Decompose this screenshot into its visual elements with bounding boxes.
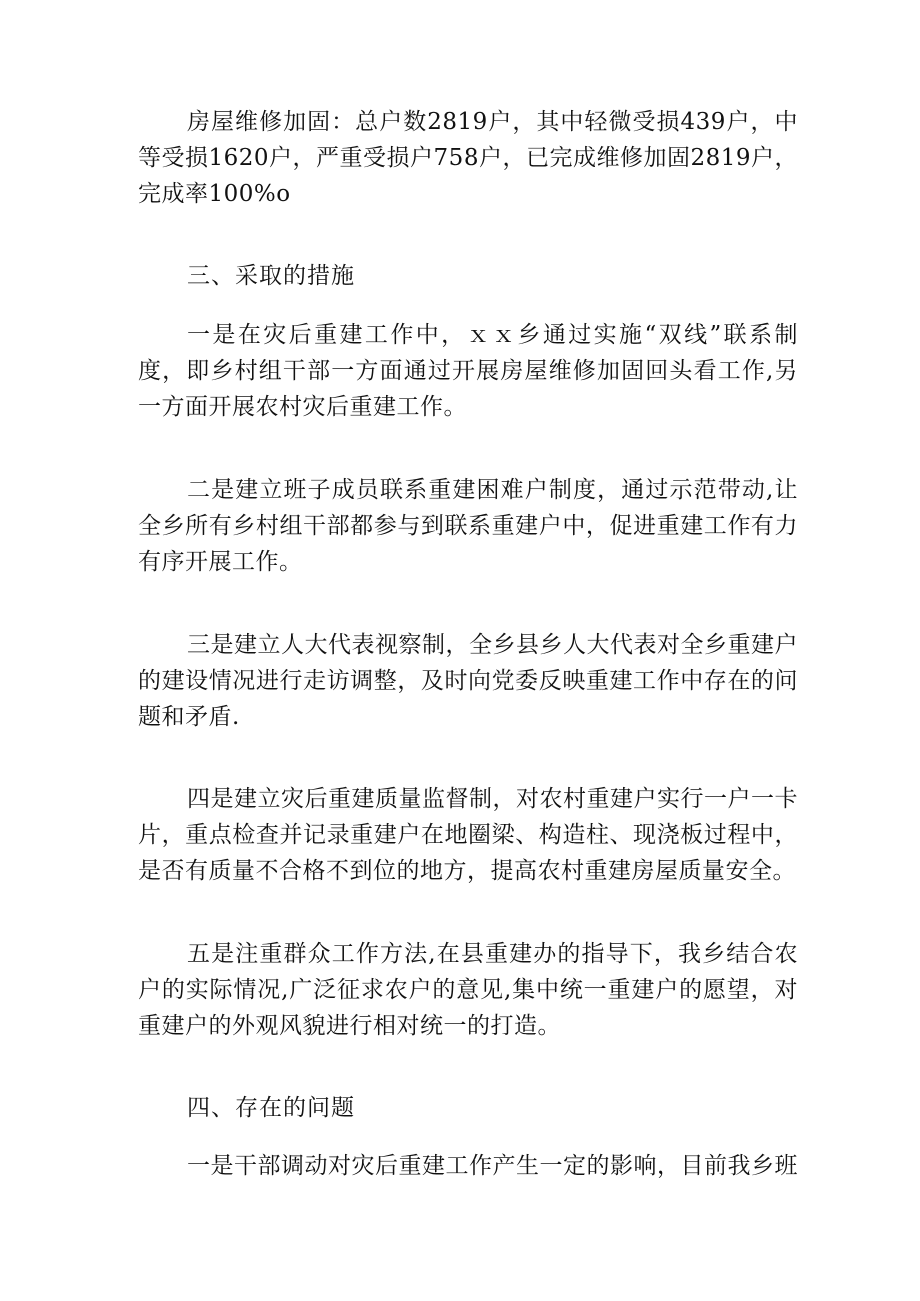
text-line: 全乡所有乡村组干部都参与到联系重建户中，促进重建工作有力 xyxy=(138,513,798,539)
text-line: 一是在灾后重建工作中，ｘｘ乡通过实施“双线”联系制 xyxy=(187,322,798,348)
text-line: 是否有质量不合格不到位的地方，提高农村重建房屋质量安全。 xyxy=(138,858,796,884)
paragraph-measure-5 xyxy=(138,936,798,1044)
text-line: 题和矛盾. xyxy=(138,704,240,730)
text-line: 房屋维修加固：总户数2819户，其中轻微受损439户，中 xyxy=(187,109,798,135)
text-line: 户的实际情况,广泛征求农户的意见,集中统一重建户的愿望，对 xyxy=(138,977,798,1003)
text-line: 五是注重群众工作方法,在县重建办的指导下，我乡结合农 xyxy=(187,941,798,967)
text-line: 度，即乡村组干部一方面通过开展房屋维修加固回头看工作,另 xyxy=(138,358,798,384)
text-line: 二是建立班子成员联系重建困难户制度，通过示范带动,让 xyxy=(187,477,798,503)
paragraph-problem-1 xyxy=(138,1148,798,1184)
text-line: 有序开展工作。 xyxy=(138,549,303,575)
paragraph-measure-4 xyxy=(138,781,798,889)
paragraph-measure-2 xyxy=(138,472,798,580)
text-line: 三是建立人大代表视察制，全乡县乡人大代表对全乡重建户 xyxy=(187,632,798,658)
text-line: 四是建立灾后重建质量监督制，对农村重建户实行一户一卡 xyxy=(187,786,798,812)
text-line: 片，重点检查并记录重建户在地圈梁、构造柱、现浇板过程中， xyxy=(138,822,798,848)
section-heading-problems: 四、存在的问题 xyxy=(187,1095,355,1121)
text-line: 等受损1620户，严重受损户758户，已完成维修加固2819户， xyxy=(138,145,798,171)
paragraph-house-repair xyxy=(138,104,798,212)
text-line: 的建设情况进行走访调整，及时向党委反映重建工作中存在的问 xyxy=(138,668,798,694)
section-heading-measures: 三、采取的措施 xyxy=(187,263,355,289)
text-line: 一方面开展农村灾后重建工作。 xyxy=(138,394,467,420)
text-line: 重建户的外观风貌进行相对统一的打造。 xyxy=(138,1013,561,1039)
text-line: 一是干部调动对灾后重建工作产生一定的影响，目前我乡班 xyxy=(187,1153,798,1179)
text-line: 完成率100%o xyxy=(138,181,291,207)
paragraph-measure-1 xyxy=(138,317,798,425)
paragraph-measure-3 xyxy=(138,627,798,735)
